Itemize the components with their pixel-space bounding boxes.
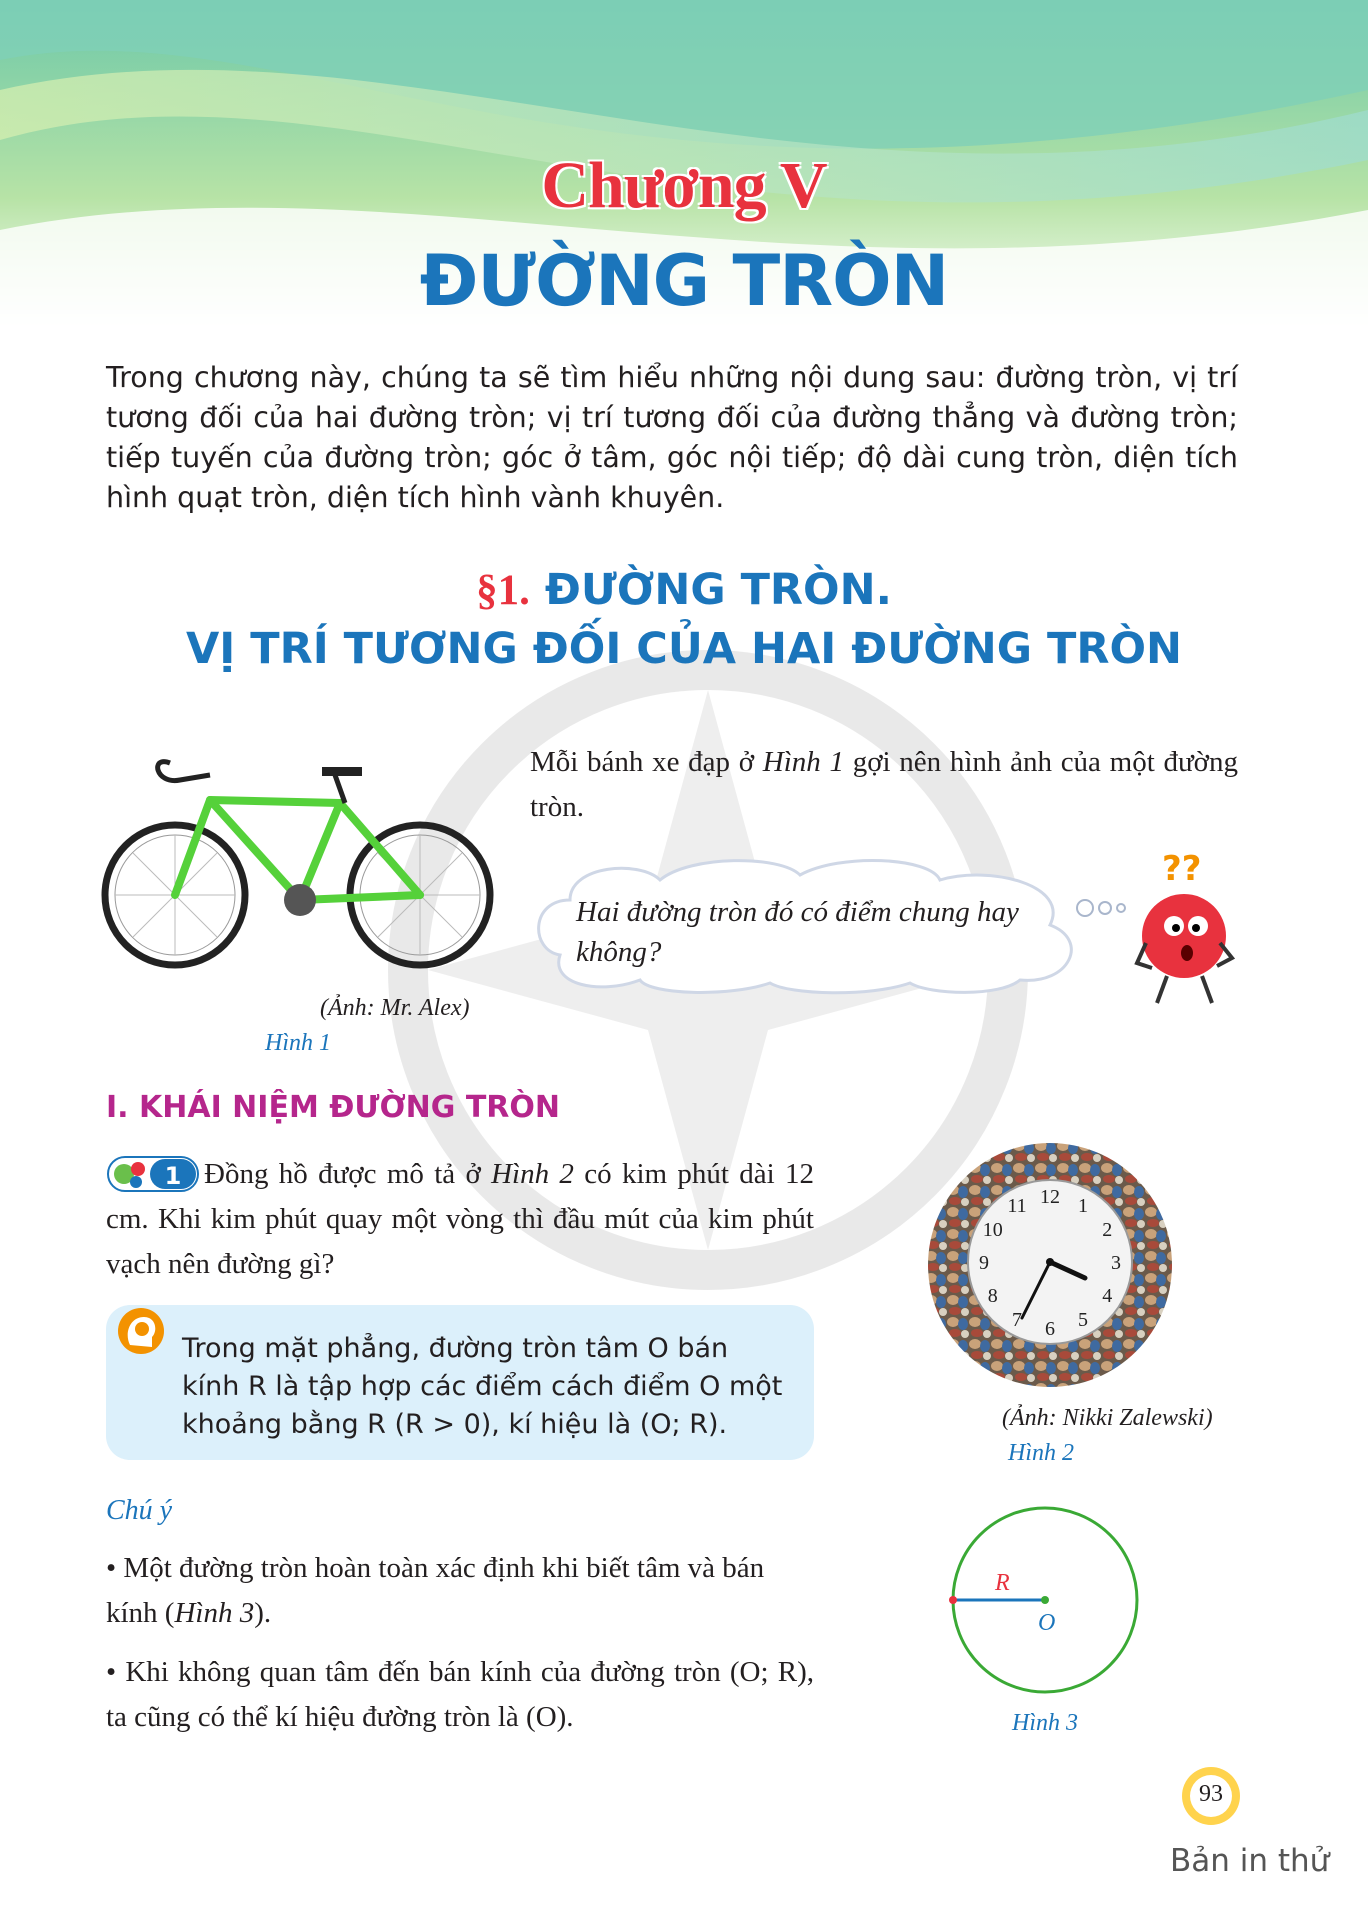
clock-numeral: 12 <box>1040 1186 1060 1208</box>
figure1-photo-credit: (Ảnh: Mr. Alex) <box>320 995 470 1021</box>
thought-bubbles-icon <box>1075 898 1135 918</box>
activity-number: 1 <box>164 1162 182 1190</box>
clock-numeral: 1 <box>1078 1194 1088 1217</box>
figure2-label: Hình 2 <box>1008 1440 1074 1466</box>
opening-figure-reference: Hình 1 <box>762 746 844 778</box>
proof-stamp: Bản in thử <box>1170 1843 1330 1879</box>
activity-gears-icon <box>106 1155 201 1193</box>
clock-numeral: 3 <box>1111 1252 1121 1274</box>
page-number: 93 <box>1199 1781 1223 1807</box>
section-title-line1 <box>0 565 1368 615</box>
clock-numeral: 4 <box>1102 1285 1113 1307</box>
activity1-figure-reference: Hình 2 <box>491 1158 574 1190</box>
section-title-line2: VỊ TRÍ TƯƠNG ĐỐI CỦA HAI ĐƯỜNG TRÒN <box>186 624 1182 674</box>
note1-figure-reference: Hình 3 <box>174 1597 255 1629</box>
thinking-mascot-icon <box>1132 848 1242 1013</box>
section-title-text: ĐƯỜNG TRÒN. <box>544 565 892 615</box>
opening-paragraph <box>530 740 1238 830</box>
bicycle-image <box>100 745 500 980</box>
chapter-label: Chương V <box>541 149 827 222</box>
clock-numeral: 10 <box>982 1219 1003 1241</box>
mascot-question-marks: ?? <box>1162 849 1202 889</box>
clock-numeral: 5 <box>1078 1309 1088 1332</box>
clock-numeral: 7 <box>1012 1309 1022 1332</box>
note-item-1 <box>106 1546 814 1636</box>
figure2-photo-credit: (Ảnh: Nikki Zalewski) <box>1002 1405 1213 1431</box>
opening-text-end: gợi nên hình ảnh của một đường tròn. <box>530 746 1239 823</box>
clock-numeral: 6 <box>1045 1318 1055 1340</box>
section-number: §1. <box>476 567 530 614</box>
activity1-question <box>106 1152 814 1287</box>
note1-text-end: ). <box>254 1597 272 1629</box>
clock-numeral: 9 <box>979 1252 989 1274</box>
clock-image <box>925 1140 1175 1390</box>
clock-numeral: 11 <box>1007 1194 1027 1217</box>
note-item-2: • Khi không quan tâm đến bán kính của đường tròn (O; R), ta cũng có thể kí hiệu đường tròn là (O). <box>106 1656 814 1733</box>
section-heading-concept: I. KHÁI NIỆM ĐƯỜNG TRÒN <box>106 1090 560 1125</box>
opening-text-start: Mỗi bánh xe đạp ở <box>530 746 763 778</box>
clock-numeral: 2 <box>1102 1219 1113 1241</box>
cloud-question: Hai đường tròn đó có điểm chung hay không? <box>576 896 1019 968</box>
circle-definition: Trong mặt phẳng, đường tròn tâm O bán kính R là tập hợp các điểm cách điểm O một khoảng bằng R (R > 0), kí hiệu là (O; R). <box>182 1333 783 1440</box>
chapter-intro-paragraph: Trong chương này, chúng ta sẽ tìm hiểu những nội dung sau: đường tròn, vị trí tương đối của hai đường tròn; vị trí tương đối của đường thẳng và đường tròn; tiếp tuyến của đường tròn; góc ở tâm, góc nội tiếp; độ dài cung tròn, diện tích hình quạt tròn, diện tích hình vành khuyên. <box>106 361 1238 514</box>
note1-text-start: • Một đường tròn hoàn toàn xác định khi biết tâm và bán kính ( <box>106 1552 765 1629</box>
radius-label: R <box>995 1570 1010 1596</box>
circle-diagram <box>940 1505 1150 1715</box>
figure1-label: Hình 1 <box>265 1030 331 1056</box>
idea-head-icon <box>116 1305 166 1357</box>
center-label: O <box>1038 1610 1056 1636</box>
activity1-text-start: Đồng hồ được mô tả ở <box>204 1158 492 1190</box>
figure3-label: Hình 3 <box>1012 1710 1078 1736</box>
activity1-text-end: có kim phút dài 12 cm. Khi kim phút quay một vòng thì đầu mút của kim phút vạch nên đường gì? <box>106 1158 814 1280</box>
chapter-title: ĐƯỜNG TRÒN <box>419 240 949 322</box>
clock-numeral: 8 <box>987 1285 998 1307</box>
note-title: Chú ý <box>106 1495 173 1526</box>
